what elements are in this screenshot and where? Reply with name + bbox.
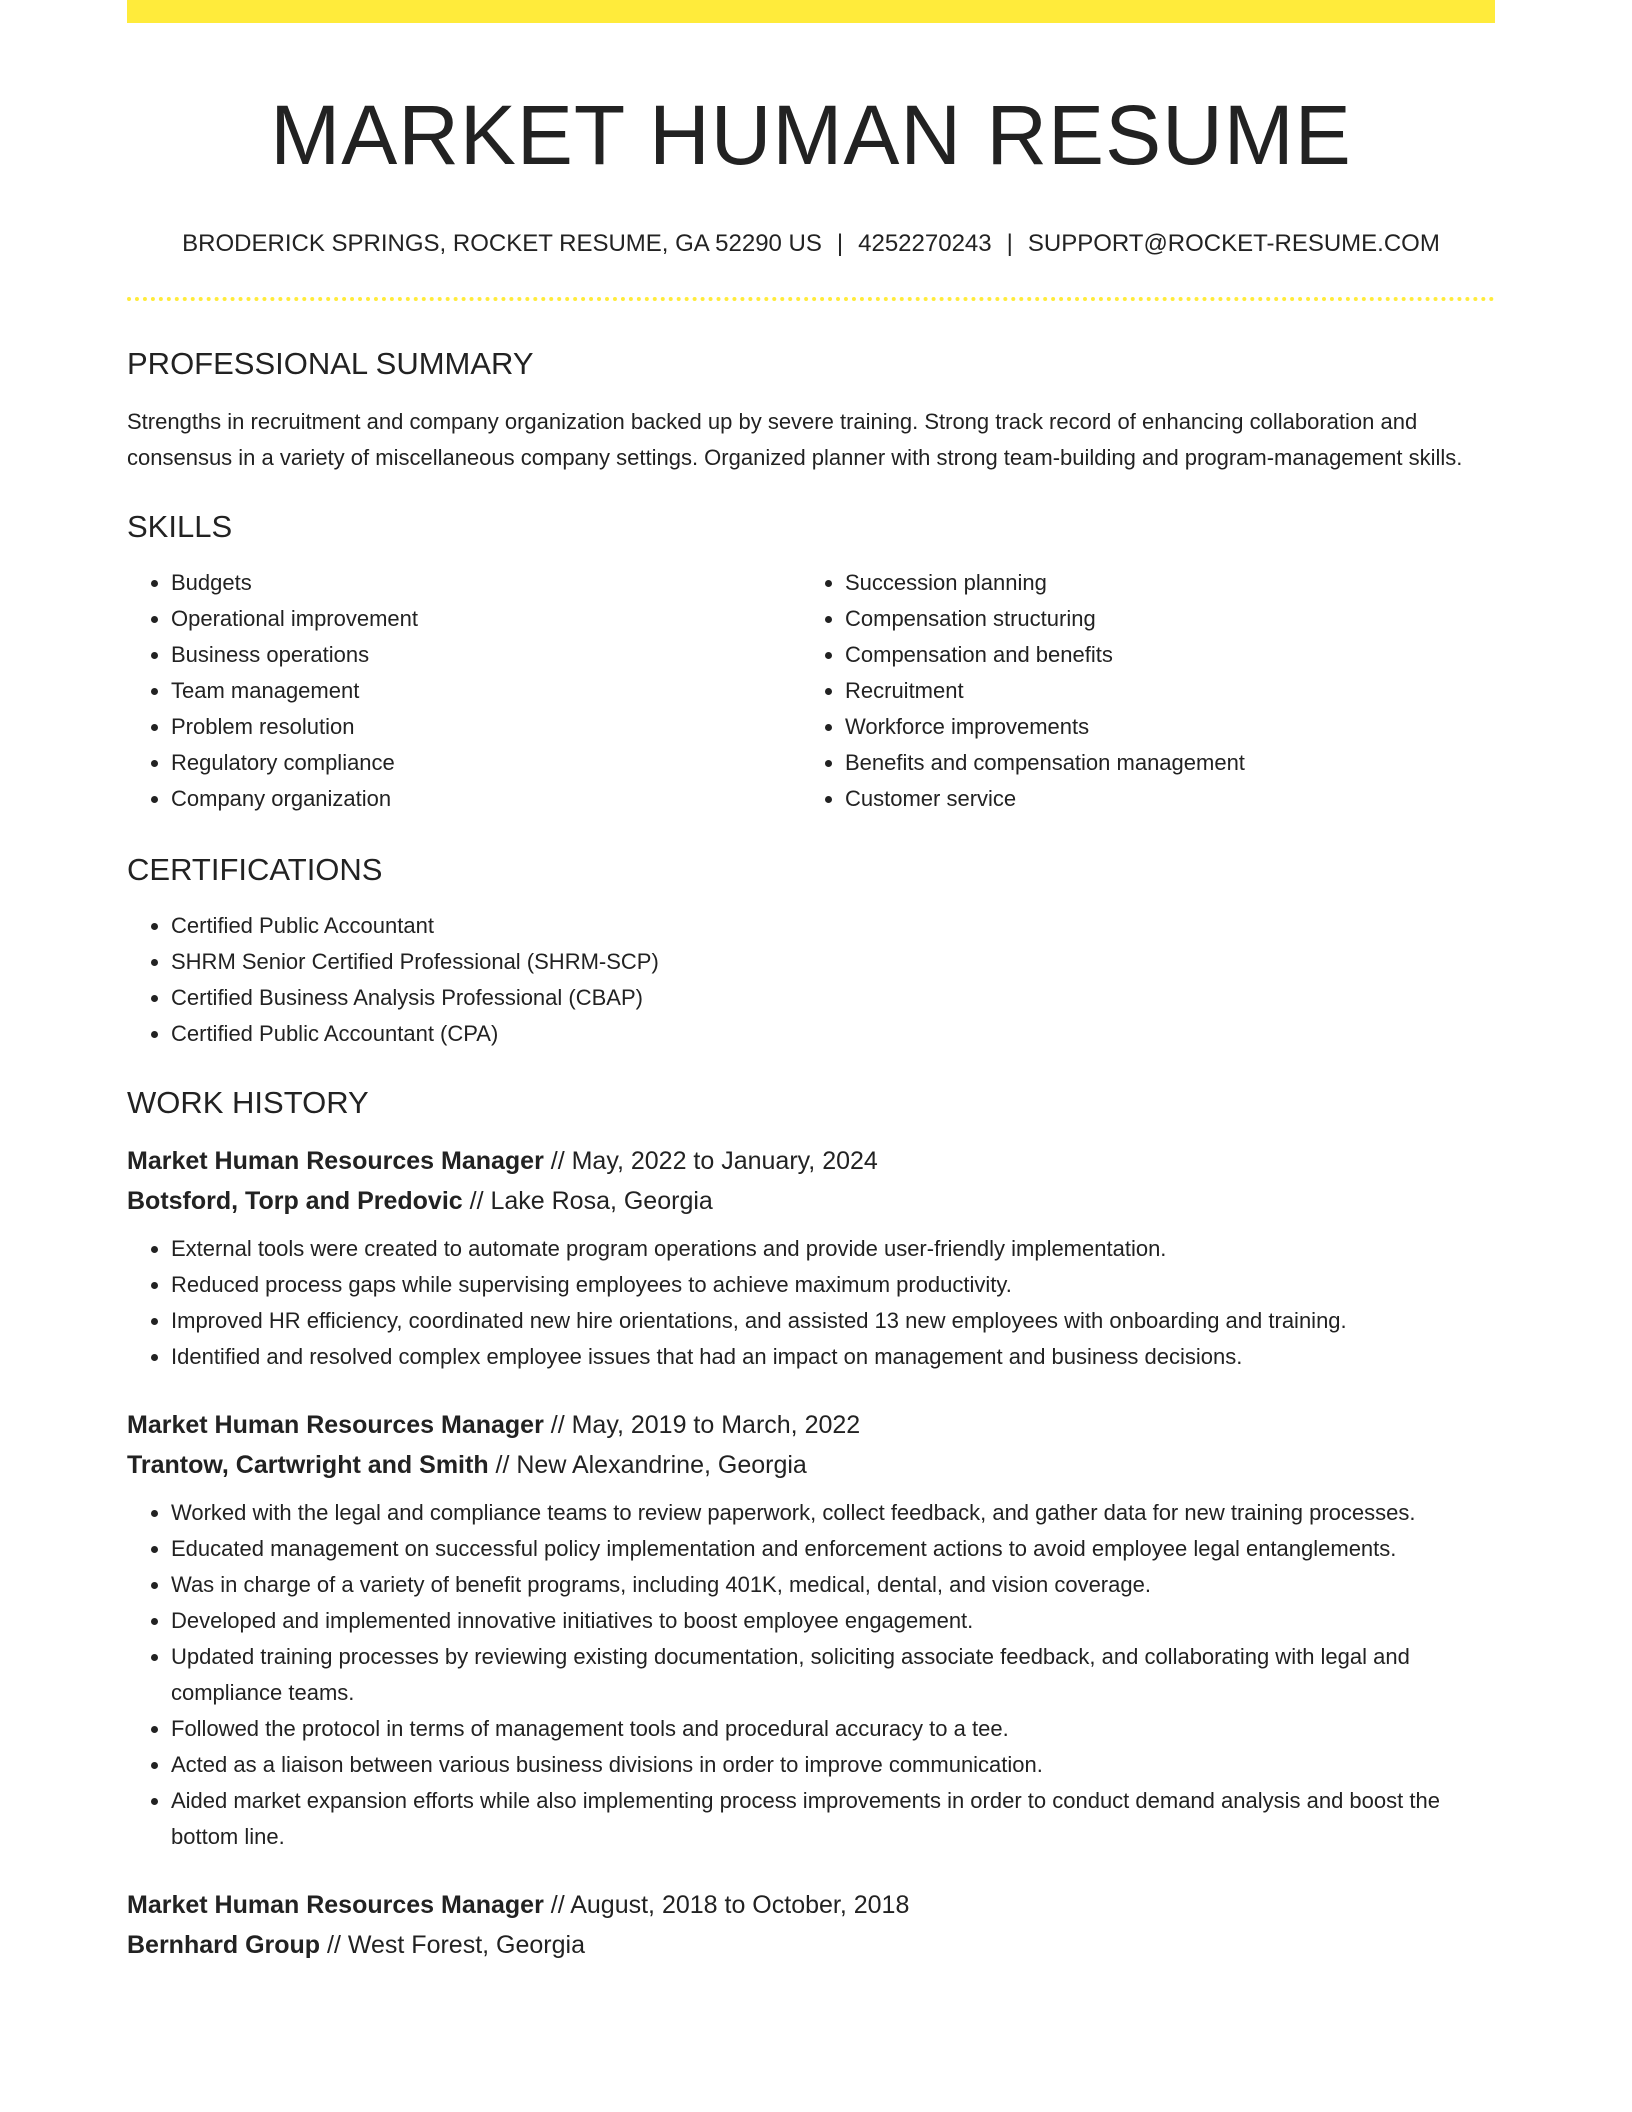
work-history-heading: WORK HISTORY bbox=[127, 1085, 369, 1121]
job-entry bbox=[127, 1141, 1495, 1375]
job-company-line bbox=[127, 1181, 1495, 1221]
job-company-line bbox=[127, 1445, 1495, 1485]
skills-column-right bbox=[801, 565, 1495, 817]
skill-item: • Succession planning bbox=[845, 565, 1495, 601]
skill-item: • Customer service bbox=[845, 781, 1495, 817]
contact-email: SUPPORT@ROCKET-RESUME.COM bbox=[1027, 229, 1440, 257]
skill-item: • Business operations bbox=[171, 637, 801, 673]
job-title-line bbox=[127, 1405, 1495, 1445]
job-company: Botsford, Torp and Predovic bbox=[127, 1187, 463, 1216]
job-bullet: • Followed the protocol in terms of management tools and procedural accuracy to a tee. bbox=[171, 1711, 1495, 1747]
job-bullet: • Acted as a liaison between various business divisions in order to improve communication. bbox=[171, 1747, 1495, 1783]
job-bullet: • Identified and resolved complex employee issues that had an impact on management and business decisions. bbox=[171, 1339, 1495, 1375]
summary-text: Strengths in recruitment and company organization backed up by severe training. Strong track record of enhancing collaboration and consensus in a variety of miscellaneous company settings. Organized planner with strong team-building and program-management skills. bbox=[127, 408, 1463, 470]
resume-name: MARKET HUMAN RESUME bbox=[270, 88, 1352, 182]
job-entry bbox=[127, 1405, 1495, 1855]
job-bullet: • Improved HR efficiency, coordinated new hire orientations, and assisted 13 new employees with onboarding and training. bbox=[171, 1303, 1495, 1339]
job-bullet: • Was in charge of a variety of benefit programs, including 401K, medical, dental, and vision coverage. bbox=[171, 1567, 1495, 1603]
job-entry bbox=[127, 1885, 1495, 1965]
skill-item: • Operational improvement bbox=[171, 601, 801, 637]
job-dates: // May, 2022 to January, 2024 bbox=[543, 1147, 878, 1176]
accent-top-bar bbox=[127, 0, 1495, 23]
job-bullet: • Reduced process gaps while supervising employees to achieve maximum productivity. bbox=[171, 1267, 1495, 1303]
job-dates: // August, 2018 to October, 2018 bbox=[543, 1891, 910, 1920]
job-bullet: • Developed and implemented innovative initiatives to boost employee engagement. bbox=[171, 1603, 1495, 1639]
job-location: // West Forest, Georgia bbox=[320, 1931, 585, 1960]
skill-item: • Regulatory compliance bbox=[171, 745, 801, 781]
dotted-divider bbox=[127, 297, 1495, 301]
job-title-line bbox=[127, 1885, 1495, 1925]
job-company-line bbox=[127, 1925, 1495, 1965]
skills-heading: SKILLS bbox=[127, 508, 233, 544]
skill-item: • Compensation and benefits bbox=[845, 637, 1495, 673]
certifications-heading: CERTIFICATIONS bbox=[127, 851, 383, 887]
job-bullet: • Aided market expansion efforts while also implementing process improvements in order to conduct demand analysis and boost the bottom line. bbox=[171, 1783, 1495, 1855]
contact-separator: | bbox=[1006, 229, 1013, 257]
contact-phone: 4252270243 bbox=[858, 229, 992, 257]
job-bullet: • Educated management on successful policy implementation and enforcement actions to avoid employee legal entanglements. bbox=[171, 1531, 1495, 1567]
job-title-line bbox=[127, 1141, 1495, 1181]
job-bullet: • Worked with the legal and compliance teams to review paperwork, collect feedback, and gather data for new training processes. bbox=[171, 1495, 1495, 1531]
skills-list-right bbox=[801, 565, 1495, 817]
job-title: Market Human Resources Manager bbox=[127, 1147, 544, 1176]
skill-item: • Benefits and compensation management bbox=[845, 745, 1495, 781]
job-bullet: • Updated training processes by reviewing existing documentation, soliciting associate feedback, and collaborating with legal and compliance teams. bbox=[171, 1639, 1495, 1711]
job-title: Market Human Resources Manager bbox=[127, 1411, 544, 1440]
resume-page bbox=[127, 0, 1495, 1965]
job-location: // New Alexandrine, Georgia bbox=[488, 1451, 807, 1480]
job-title: Market Human Resources Manager bbox=[127, 1891, 544, 1920]
summary-heading: PROFESSIONAL SUMMARY bbox=[127, 345, 534, 381]
certification-item: • Certified Public Accountant (CPA) bbox=[171, 1016, 1495, 1052]
job-company: Bernhard Group bbox=[127, 1931, 321, 1960]
job-dates: // May, 2019 to March, 2022 bbox=[543, 1411, 861, 1440]
certification-item: • Certified Business Analysis Professional (CBAP) bbox=[171, 980, 1495, 1016]
skill-item: • Company organization bbox=[171, 781, 801, 817]
job-bullet: • External tools were created to automate program operations and provide user-friendly implementation. bbox=[171, 1231, 1495, 1267]
skills-columns bbox=[127, 565, 1495, 817]
skill-item: • Budgets bbox=[171, 565, 801, 601]
contact-line bbox=[127, 230, 1495, 259]
skill-item: • Workforce improvements bbox=[845, 709, 1495, 745]
skills-column-left bbox=[127, 565, 801, 817]
certification-item: • Certified Public Accountant bbox=[171, 908, 1495, 944]
certifications-list bbox=[127, 908, 1495, 1052]
contact-separator: | bbox=[836, 229, 844, 257]
skill-item: • Compensation structuring bbox=[845, 601, 1495, 637]
job-bullets bbox=[127, 1495, 1495, 1855]
certification-item: • SHRM Senior Certified Professional (SHRM-SCP) bbox=[171, 944, 1495, 980]
job-bullets bbox=[127, 1231, 1495, 1375]
contact-address: BRODERICK SPRINGS, ROCKET RESUME, GA 52290 US bbox=[182, 229, 822, 257]
skills-list-left bbox=[127, 565, 801, 817]
job-location: // Lake Rosa, Georgia bbox=[462, 1187, 713, 1216]
skill-item: • Team management bbox=[171, 673, 801, 709]
skill-item: • Problem resolution bbox=[171, 709, 801, 745]
job-company: Trantow, Cartwright and Smith bbox=[127, 1451, 489, 1480]
skill-item: • Recruitment bbox=[845, 673, 1495, 709]
